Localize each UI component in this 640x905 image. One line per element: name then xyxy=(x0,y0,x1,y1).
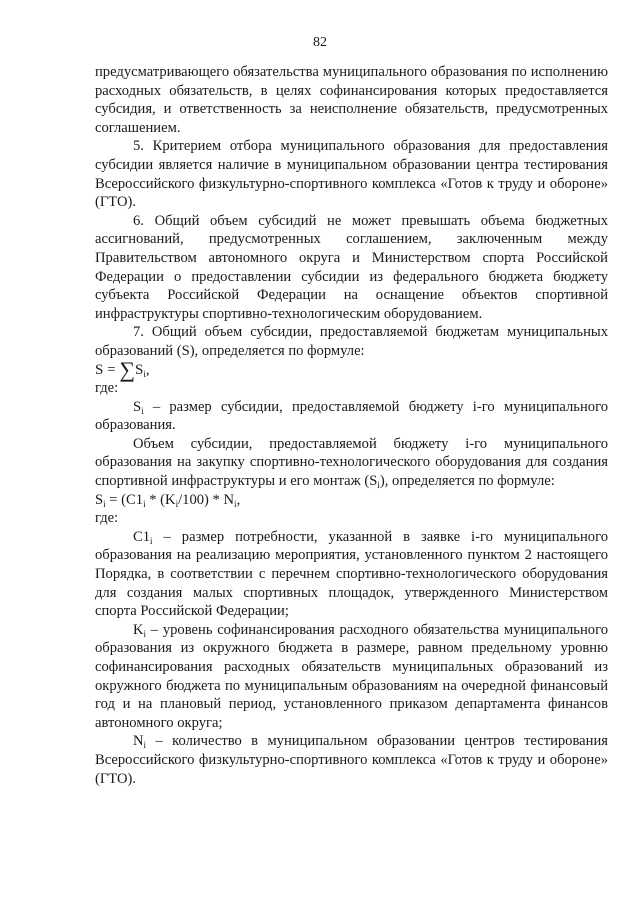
definition-c1: $C1_i$ – размер потребности, указанной в заявке i-го муниципального образования на реализацию мероприятия, установленного пунктом 2 настоящего Порядка, в соответствии с перечнем спортивно-технологического оборудования для создания малых спортивных площадок, утвержденного Министерством спорта Российской Федерации; xyxy=(95,528,608,620)
paragraph-subsidy-volume: Объем субсидии, предоставляемой бюджету i-го муниципального образования на закупку спортивно-технологического оборудования для создания спортивной инфраструктуры и его монтаж $(S_i)$, определяется по формуле: xyxy=(95,435,608,491)
paragraph-4-continuation: предусматривающего обязательства муниципального образования по исполнению расходных обязательств, в целях софинансирования которых предоставляется субсидия, и ответственность за неисполнение обязательств, предусмотренных соглашением. xyxy=(95,64,608,136)
paragraph-5: 5. Критерием отбора муниципального образования для предоставления субсидии является наличие в муниципальном образовании центра тестирования Всероссийского физкультурно-спортивного комплекса «Готов к труду и обороне» (ГТО). xyxy=(95,138,608,211)
page-number: 82 xyxy=(313,35,327,50)
where-label-2: где: xyxy=(95,510,119,527)
definition-si: $S_i$ – размер субсидии, предоставляемой бюджету i-го муниципального образования. xyxy=(95,398,608,434)
where-label-1: где: xyxy=(95,380,119,397)
formula-subsidy-per-municipality: $S_i = (C1_i * (K_i/100) * N_i$, xyxy=(95,491,241,509)
definition-n: $N_i$ – количество в муниципальном образовании центров тестирования Всероссийского физкультурно-спортивного комплекса «Готов к труду и обороне» (ГТО). xyxy=(95,733,608,787)
definition-k: $K_i$ – уровень софинансирования расходного обязательства муниципального образования из окружного бюджета в размере, равном предельному уровню софинансирования расходных обязательств муниципальных образований из окружного бюджета по муниципальным образованиям на очередной финансовый год и на плановый период, установленного приказом департамента финансов автономного округа; xyxy=(95,621,608,731)
paragraph-7: 7. Общий объем субсидии, предоставляемой бюджетам муниципальных образований (S), определяется по формуле: xyxy=(95,324,608,359)
document-body xyxy=(95,63,608,788)
formula-total-subsidy: $S = \sum S_i$, xyxy=(95,356,150,382)
paragraph-6: 6. Общий объем субсидий не может превышать объема бюджетных ассигнований, предусмотренных соглашением, заключенным между Правительством автономного округа и Министерством спорта Российской Федерации о предоставлении субсидии из федерального бюджета бюджету субъекта Российской Федерации на оснащение объектов спортивной инфраструктуры спортивно-технологическим оборудованием. xyxy=(95,212,608,322)
